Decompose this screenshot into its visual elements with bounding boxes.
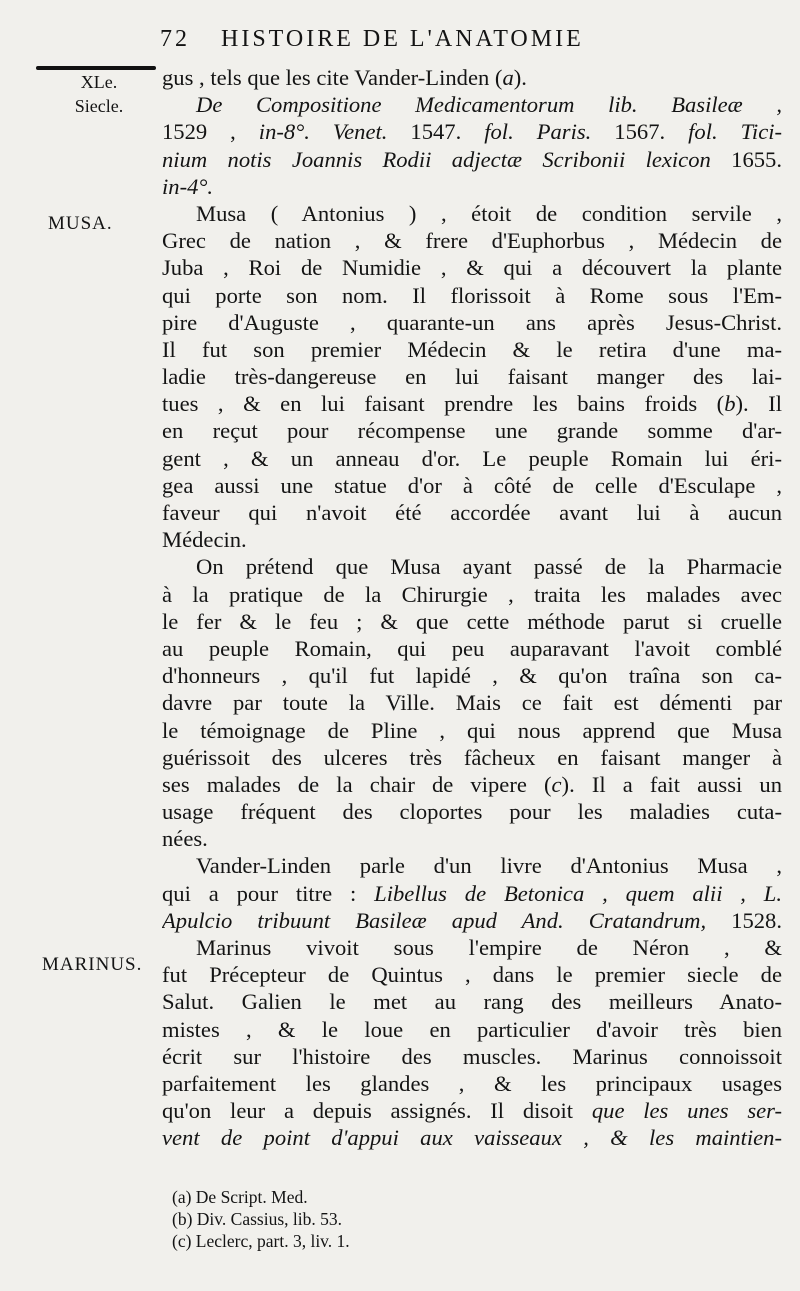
running-title: HISTOIRE DE L'ANATOMIE [221,26,584,52]
text-run: 1567. [591,119,689,145]
margin-note-marinus: MARINUS. [42,954,143,975]
text-run: Libellus de Betonica , quem alii , L. [374,880,782,906]
text-run: ). [513,65,527,90]
text-line [162,445,782,472]
text-run: parfaitement les glandes , & les principaux usages [162,1070,782,1096]
text-run: Apulcio tribuunt Basileæ apud And. Cratandrum, [162,907,707,933]
text-line [162,336,782,363]
text-line [162,91,782,118]
text-run: fol. Paris. [484,119,592,145]
text-line [162,309,782,336]
text-run: Juba , Roi de Numidie , & qui a découvert la plante [162,255,782,281]
text-run: pire d'Auguste , quarante-un ans après Jesus-Christ. [162,309,782,335]
text-line [162,282,782,309]
text-run: mistes , & le loue en particulier d'avoir très bien [162,1016,782,1042]
text-line [162,254,782,281]
text-run: in-8°. Venet. [258,119,388,145]
text-line [162,934,782,961]
text-line [162,717,782,744]
text-run: qui a pour titre : [162,880,375,906]
text-line [162,499,782,526]
text-run: De Compositione Medicamentorum lib. Basileæ , [196,92,782,118]
body-text [162,64,782,1152]
text-run: 1528. [706,907,782,933]
margin-note-century-line2: Siecle. [74,96,124,116]
text-line [162,1070,782,1097]
running-head [160,26,790,53]
text-line [162,689,782,716]
text-run: fut Précepteur de Quintus , dans le premier siecle de [162,962,782,988]
text-run: On prétend que Musa ayant passé de la Pharmacie [196,554,782,580]
text-line [162,64,782,91]
text-run: ). Il [735,391,782,417]
text-run: le fer & le feu ; & que cette méthode parut si cruelle [162,608,782,634]
text-run: guérissoit des ulceres très fâcheux en faisant manger à [162,744,782,770]
text-run: vent de point d'appui aux vaisseaux , & les maintien- [162,1125,782,1151]
text-run: en reçut pour récompense une grande somme d'ar- [162,418,782,444]
text-line [162,988,782,1015]
margin-note-musa: MUSA. [48,213,113,234]
text-line [162,363,782,390]
text-line [162,1043,782,1070]
text-line [162,581,782,608]
text-run: qui porte son nom. Il florissoit à Rome sous l'Em- [162,282,782,308]
text-run: in-4°. [162,173,214,199]
text-run: que les unes ser- [591,1098,782,1124]
text-run: b [724,391,736,417]
text-line [162,907,782,934]
text-line [162,852,782,879]
text-run: gea aussi une statue d'or à côté de celle d'Esculape , [162,472,782,498]
text-line [162,118,782,145]
text-line [162,472,782,499]
footnote-c: (c) Leclerc, part. 3, liv. 1. [172,1231,350,1251]
text-line [162,553,782,580]
text-line [162,1016,782,1043]
text-run: Musa ( Antonius ) , étoit de condition servile , [196,200,782,226]
text-run: le témoignage de Pline , qui nous apprend que Musa [162,717,782,743]
text-run: Il fut son premier Médecin & le retira d'une ma- [162,336,782,362]
text-line [162,744,782,771]
text-line [162,608,782,635]
text-line [162,146,782,173]
text-run: gus , tels que les cite Vander-Linden ( [162,65,503,90]
text-run: nium notis Joannis Rodii adjectæ Scribonii lexicon [162,146,711,172]
text-run: ses malades de la chair de vipere ( [162,771,552,797]
text-run: fol. Tici- [688,119,782,145]
text-run: c [551,771,562,797]
text-line [162,771,782,798]
text-run: au peuple Romain, qui peu auparavant l'avoit comblé [162,635,782,661]
text-run: Grec de nation , & frere d'Euphorbus , Médecin de [162,228,782,254]
text-run: 1655. [710,146,782,172]
text-line [162,227,782,254]
text-line [162,390,782,417]
footnotes [172,1186,572,1252]
text-run: 1547. [387,119,485,145]
text-line [162,417,782,444]
text-run: écrit sur l'histoire des muscles. Marinus connoissoit [162,1043,782,1069]
margin-note-century [40,70,158,118]
text-line [162,662,782,689]
text-run: Vander-Linden parle d'un livre d'Antonius Musa , [196,853,782,879]
text-run: Salut. Galien le met au rang des meilleurs Anato- [162,989,782,1015]
footnote-b: (b) Div. Cassius, lib. 53. [172,1209,342,1229]
text-run: tues , & en lui faisant prendre les bains froids ( [162,391,725,417]
text-run: Médecin. [162,527,247,553]
text-run: a [502,65,514,90]
margin-note-century-line1: XLe. [80,72,118,92]
text-run: à la pratique de la Chirurgie , traita les malades avec [162,581,782,607]
text-run: davre par toute la Ville. Mais ce fait est démenti par [162,690,782,716]
text-run: 1529 , [162,119,259,145]
text-line [162,961,782,988]
text-line [162,173,782,200]
text-run: Marinus vivoit sous l'empire de Néron , & [196,935,782,960]
text-run: nées. [162,826,208,852]
text-line [162,798,782,825]
text-line [162,526,782,553]
text-run: qu'on leur a depuis assignés. Il disoit [162,1098,592,1124]
page-number: 72 [160,26,190,52]
footnote-a: (a) De Script. Med. [172,1187,308,1207]
text-line [162,1097,782,1124]
text-line [162,200,782,227]
text-run: usage fréquent des cloportes pour les maladies cuta- [162,799,782,825]
text-line [162,1124,782,1151]
text-run: gent , & un anneau d'or. Le peuple Romain lui éri- [162,445,782,471]
text-run: ladie très-dangereuse en lui faisant manger des lai- [162,364,782,390]
text-line [162,825,782,852]
text-line [162,635,782,662]
text-run: d'honneurs , qu'il fut lapidé , & qu'on traîna son ca- [162,663,782,689]
text-run: ). Il a fait aussi un [561,771,782,797]
text-line [162,880,782,907]
text-run: faveur qui n'avoit été accordée avant lui à aucun [162,500,782,525]
